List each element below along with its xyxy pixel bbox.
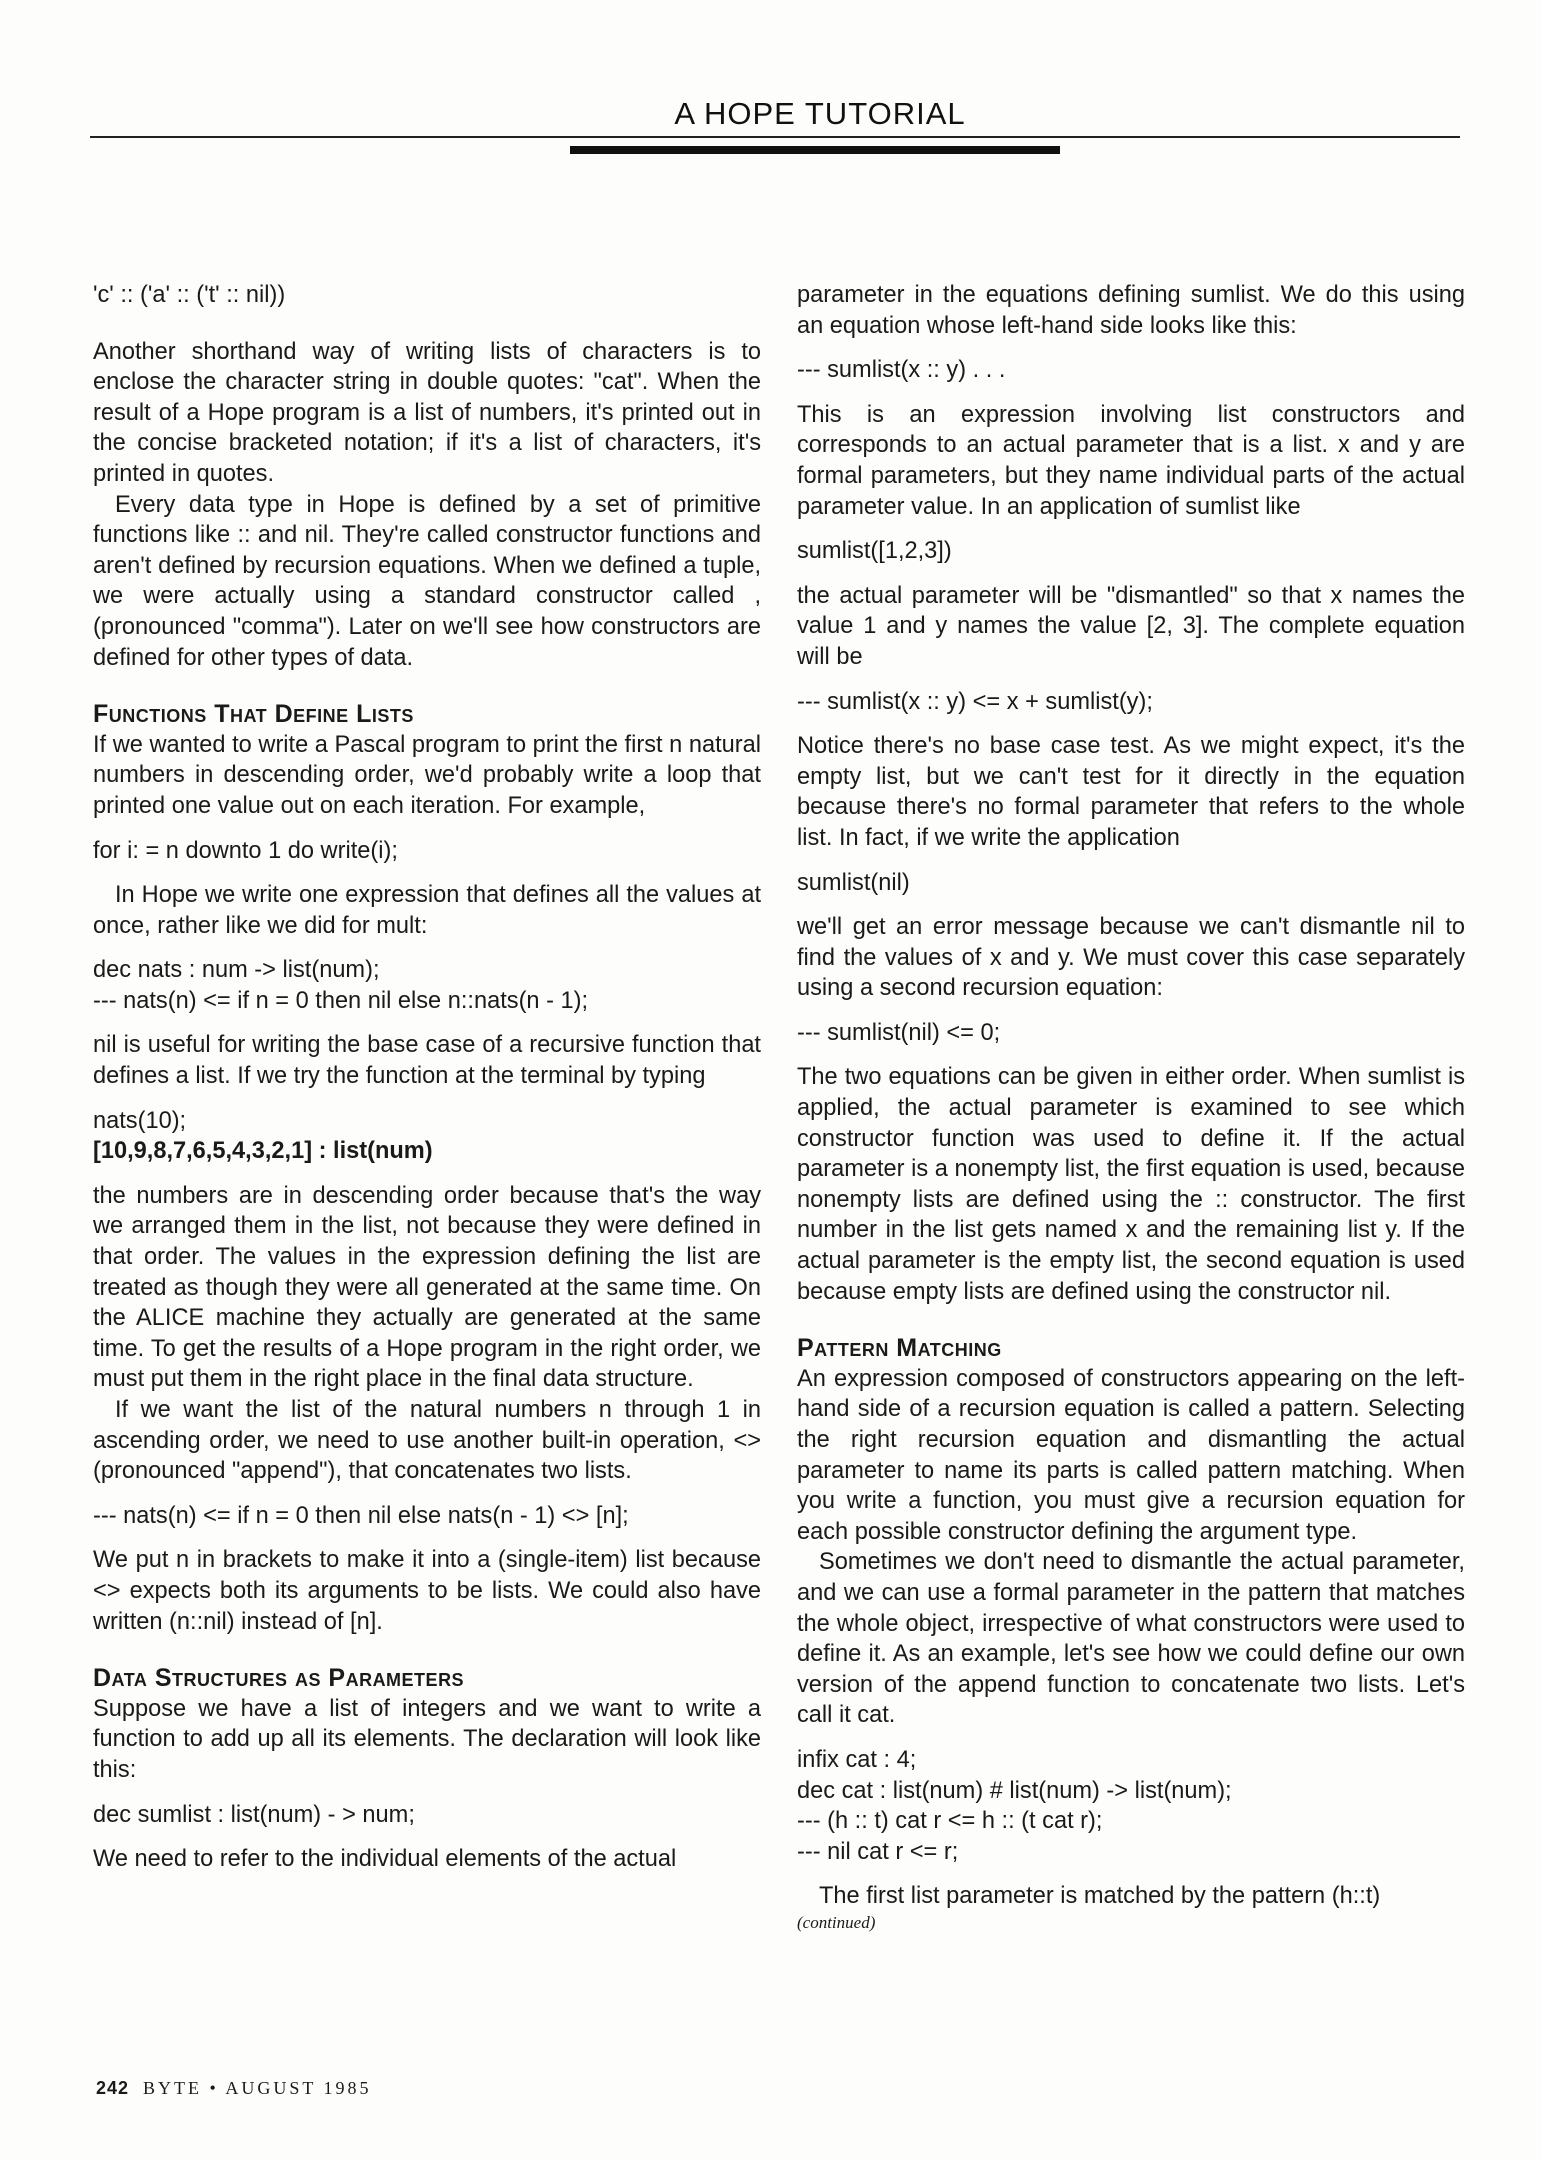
paragraph: We put n in brackets to make it into a (single-item) list because <> expects both its arguments to be lists. We could also have written (n::nil) instead of [n]. (93, 1547, 761, 1635)
paragraph: nil is useful for writing the base case of a recursive function that defines a list. If we try the function at the terminal by typing (93, 1032, 761, 1090)
page-header (90, 96, 1460, 156)
paragraph: we'll get an error message because we can't dismantle nil to find the values of x and y. We must cover this case separately using a second recursion equation: (797, 914, 1465, 1002)
section-heading: Functions That Define Lists (93, 700, 414, 729)
paragraph: Notice there's no base case test. As we might expect, it's the empty list, but we can't test for it directly in the equation because there's no formal parameter that refers to the whole list. In fact, if we write the application (797, 733, 1465, 851)
code-line: sumlist([1,2,3]) (797, 538, 952, 565)
left-column (93, 280, 761, 1875)
paragraph: The first list parameter is matched by the pattern (h::t) (819, 1883, 1381, 1910)
code-line: --- nats(n) <= if n = 0 then nil else n::nats(n - 1); (93, 987, 589, 1014)
paragraph: the actual parameter will be "dismantled" so that x names the value 1 and y names the value [2, 3]. The complete equation will be (797, 582, 1465, 670)
continued-note: (continued) (797, 1912, 876, 1932)
paragraph: Every data type in Hope is defined by a set of primitive functions like :: and nil. They're called constructor functions and aren't defined by recursion equations. When we defined a tuple, we were actually using a standard constructor called , (pronounced "comma"). Later on we'll see how constructors are defined for other types of data. (93, 491, 761, 671)
code-line: dec cat : list(num) # list(num) -> list(num); (797, 1777, 1232, 1804)
code-line: dec nats : num -> list(num); (93, 957, 380, 984)
paragraph: Sometimes we don't need to dismantle the actual parameter, and we can use a formal parameter in the pattern that matches the whole object, irrespective of what constructors were used to define it. As an example, let's see how we could define our own version of the append function to concatenate two lists. Let's call it cat. (797, 1549, 1465, 1729)
paragraph: If we wanted to write a Pascal program to print the first n natural numbers in descending order, we'd probably write a loop that printed one value out on each iteration. For example, (93, 731, 761, 819)
code-line: 'c' :: ('a' :: ('t' :: nil)) (93, 282, 286, 308)
right-column (797, 280, 1465, 1934)
code-line: sumlist(nil) (797, 869, 910, 896)
code-line: --- sumlist(nil) <= 0; (797, 1019, 1001, 1046)
paragraph: We need to refer to the individual elements of the actual (93, 1846, 677, 1873)
code-line: infix cat : 4; (797, 1746, 917, 1773)
magazine-issue: BYTE • AUGUST 1985 (143, 2078, 372, 2098)
code-line: nats(10); (93, 1107, 187, 1134)
page-number: 242 (96, 2078, 130, 2098)
code-line: for i: = n downto 1 do write(i); (93, 837, 398, 864)
paragraph: parameter in the equations defining sumlist. We do this using an equation whose left-hand side looks like this: (797, 282, 1465, 339)
header-rule (90, 136, 1460, 138)
section-heading: Pattern Matching (797, 1334, 1002, 1363)
code-line: --- nats(n) <= if n = 0 then nil else nats(n - 1) <> [n]; (93, 1502, 629, 1529)
code-line: --- sumlist(x :: y) <= x + sumlist(y); (797, 688, 1153, 715)
paragraph: the numbers are in descending order because that's the way we arranged them in the list, not because they were defined in that order. The values in the expression defining the list are treated as though they were all generated at the same time. On the ALICE machine they actually are generated at the same time. To get the results of a Hope program in the right order, we must put them in the right place in the final data structure. (93, 1182, 761, 1393)
code-line: --- nil cat r <= r; (797, 1838, 959, 1865)
paragraph: Suppose we have a list of integers and we want to write a function to add up all its elements. The declaration will look like this: (93, 1695, 761, 1783)
paragraph: An expression composed of constructors appearing on the left-hand side of a recursion equation is called a pattern. Selecting the right recursion equation and dismantling the actual parameter to name its parts is called pattern matching. When you write a function, you must give a recursion equation for each possible constructor defining the argument type. (797, 1365, 1465, 1545)
page-title: A HOPE TUTORIAL (674, 96, 966, 131)
page-footer (96, 2078, 372, 2099)
paragraph: If we want the list of the natural numbers n through 1 in ascending order, we need to use another built-in operation, <> (pronounced "append"), that concatenates two lists. (93, 1397, 761, 1485)
code-line: --- sumlist(x :: y) . . . (797, 357, 1006, 384)
paragraph: Another shorthand way of writing lists of characters is to enclose the character string in double quotes: "cat". When the result of a Hope program is a list of numbers, it's printed out in the concise bracketed notation; if it's a list of characters, it's printed in quotes. (93, 338, 761, 487)
code-line: --- (h :: t) cat r <= h :: (t cat r); (797, 1808, 1103, 1835)
paragraph: The two equations can be given in either order. When sumlist is applied, the actual parameter is examined to see which constructor function was used to define it. If the actual parameter is a nonempty list, the first equation is used, because nonempty lists are defined using the :: constructor. The first number in the list gets named x and the remaining list y. If the actual parameter is the empty list, the second equation is used because empty lists are defined using the constructor nil. (797, 1064, 1465, 1305)
paragraph: In Hope we write one expression that defines all the values at once, rather like we did for mult: (93, 882, 761, 939)
section-heading: Data Structures as Parameters (93, 1664, 465, 1693)
header-bar (570, 146, 1060, 154)
code-output: [10,9,8,7,6,5,4,3,2,1] : list(num) (93, 1138, 433, 1165)
code-line: dec sumlist : list(num) - > num; (93, 1801, 415, 1828)
paragraph: This is an expression involving list constructors and corresponds to an actual parameter that is a list. x and y are formal parameters, but they name individual parts of the actual parameter value. In an application of sumlist like (797, 401, 1465, 520)
